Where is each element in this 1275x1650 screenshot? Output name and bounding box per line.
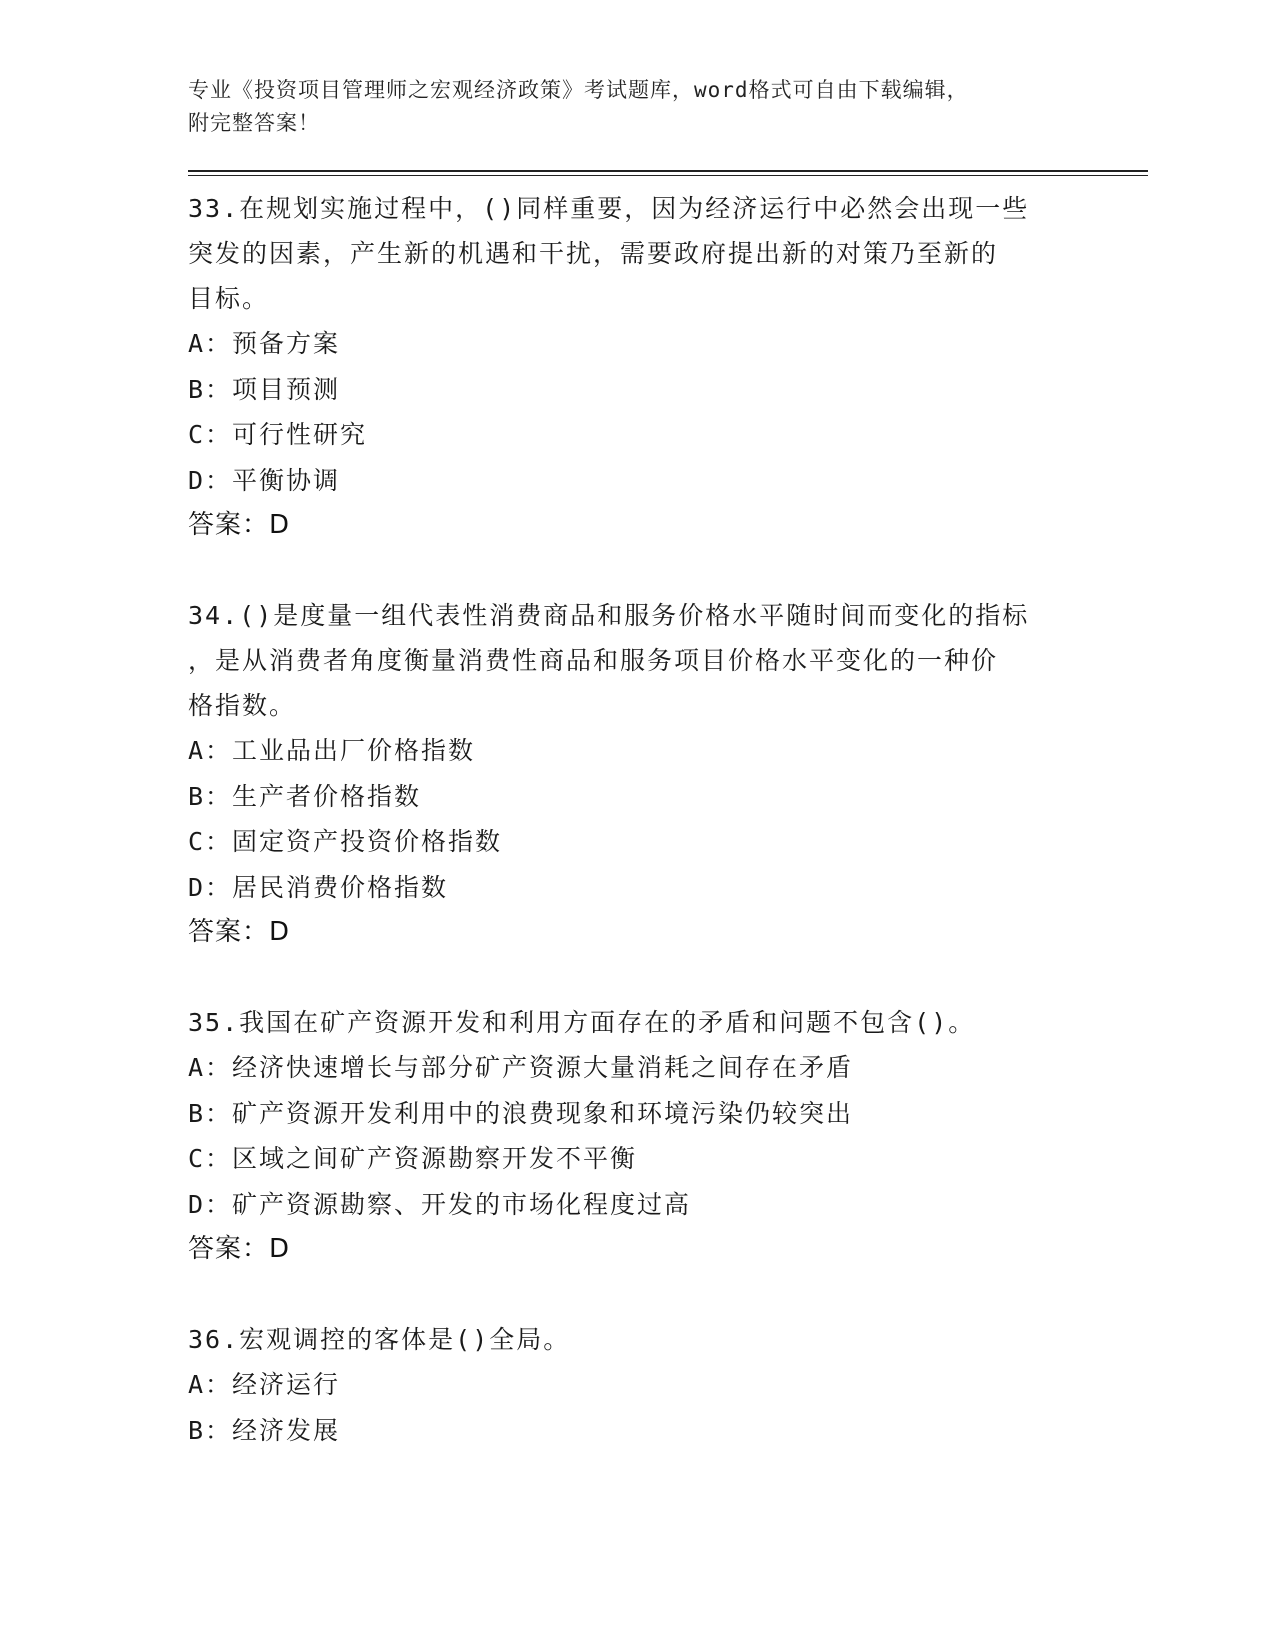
option-b: B：生产者价格指数 [188, 781, 422, 811]
question-33 [188, 186, 1148, 548]
spacer [188, 548, 1148, 593]
question-36 [188, 1317, 1148, 1453]
spacer [188, 1272, 1148, 1317]
option-b: B：项目预测 [188, 374, 341, 404]
document-page [188, 74, 1148, 1453]
option-c: C：可行性研究 [188, 420, 368, 449]
option-a: A：工业品出厂价格指数 [188, 736, 476, 765]
option-a: A：经济快速增长与部分矿产资源大量消耗之间存在矛盾 [188, 1053, 854, 1082]
header-divider [188, 170, 1148, 176]
option-d: D：平衡协调 [188, 465, 341, 495]
option-b: B：矿产资源开发利用中的浪费现象和环境污染仍较突出 [188, 1098, 854, 1128]
question-34 [188, 593, 1148, 955]
question-text-line: ，是从消费者角度衡量消费性商品和服务项目价格水平变化的一种价 [188, 646, 999, 675]
question-text-line: 格指数。 [188, 691, 297, 720]
option-c: C：区域之间矿产资源勘察开发不平衡 [188, 1144, 638, 1173]
question-text-line: 36.宏观调控的客体是()全局。 [188, 1325, 571, 1354]
question-35 [188, 1000, 1148, 1272]
answer-line: 答案：D [188, 917, 291, 947]
question-text-line: 35.我国在矿产资源开发和利用方面存在的矛盾和问题不包含()。 [188, 1008, 976, 1037]
document-header [188, 74, 1148, 140]
header-line-1: 专业《投资项目管理师之宏观经济政策》考试题库，word格式可自由下载编辑， [188, 78, 969, 102]
question-text-line: 目标。 [188, 284, 270, 313]
option-c: C：固定资产投资价格指数 [188, 827, 503, 856]
option-d: D：居民消费价格指数 [188, 872, 449, 902]
spacer [188, 955, 1148, 1000]
question-text-line: 突发的因素，产生新的机遇和干扰，需要政府提出新的对策乃至新的 [188, 239, 999, 268]
question-text-line: 33.在规划实施过程中，()同样重要，因为经济运行中必然会出现一些 [188, 194, 1030, 223]
answer-line: 答案：D [188, 1234, 291, 1264]
option-b: B：经济发展 [188, 1415, 341, 1445]
option-a: A：预备方案 [188, 329, 341, 358]
header-line-2: 附完整答案！ [188, 111, 320, 135]
option-d: D：矿产资源勘察、开发的市场化程度过高 [188, 1189, 692, 1219]
answer-line: 答案：D [188, 510, 291, 540]
option-a: A：经济运行 [188, 1370, 341, 1399]
question-text-line: 34.()是度量一组代表性消费商品和服务价格水平随时间而变化的指标 [188, 601, 1030, 630]
